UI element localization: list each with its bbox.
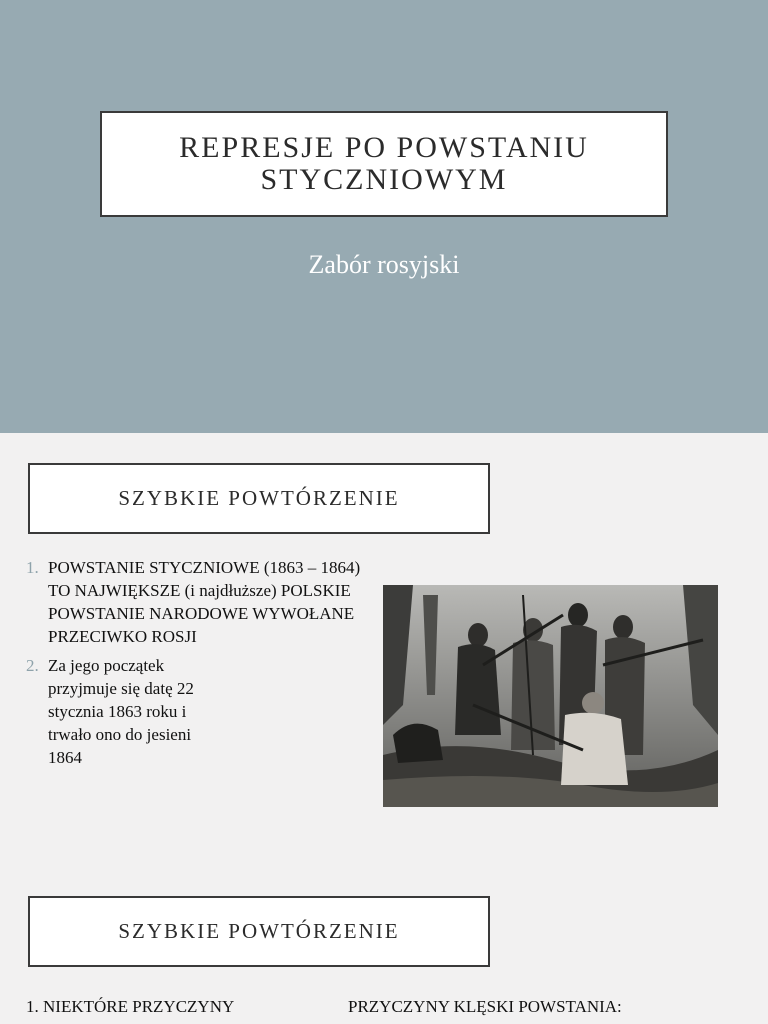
illustration-icon xyxy=(383,585,718,807)
insurgents-illustration xyxy=(383,585,718,807)
list-item xyxy=(26,556,371,648)
section-title-box xyxy=(28,463,490,534)
title-box xyxy=(100,111,668,217)
page-title: REPRESJE PO POWSTANIU STYCZNIOWYM xyxy=(179,131,589,196)
list-number: 2. xyxy=(26,656,39,675)
list-item xyxy=(26,654,371,769)
review-list xyxy=(26,556,371,775)
subtitle: Zabór rosyjski xyxy=(308,250,460,279)
list-item-text: Za jego początek przyjmuje się datę 22 stycznia 1863 roku i trwało ono do jesieni 1864 xyxy=(48,656,194,767)
review-slide xyxy=(0,433,768,866)
section-title: SZYBKIE POWTÓRZENIE xyxy=(118,919,400,943)
section-title-box xyxy=(28,896,490,967)
review-slide-2 xyxy=(0,866,768,1024)
title-slide xyxy=(0,0,768,433)
causes-heading: 1. NIEKTÓRE PRZYCZYNY xyxy=(26,997,235,1016)
list-item-text: POWSTANIE STYCZNIOWE (1863 – 1864) TO NAJWIĘKSZE (i najdłuższe) POLSKIE POWSTANIE NARODOWE WYWOŁANE PRZECIWKO ROSJI xyxy=(48,558,361,646)
defeat-causes-heading: PRZYCZYNY KLĘSKI POWSTANIA: xyxy=(348,997,622,1016)
list-number: 1. xyxy=(26,558,39,577)
section-title: SZYBKIE POWTÓRZENIE xyxy=(118,486,400,510)
